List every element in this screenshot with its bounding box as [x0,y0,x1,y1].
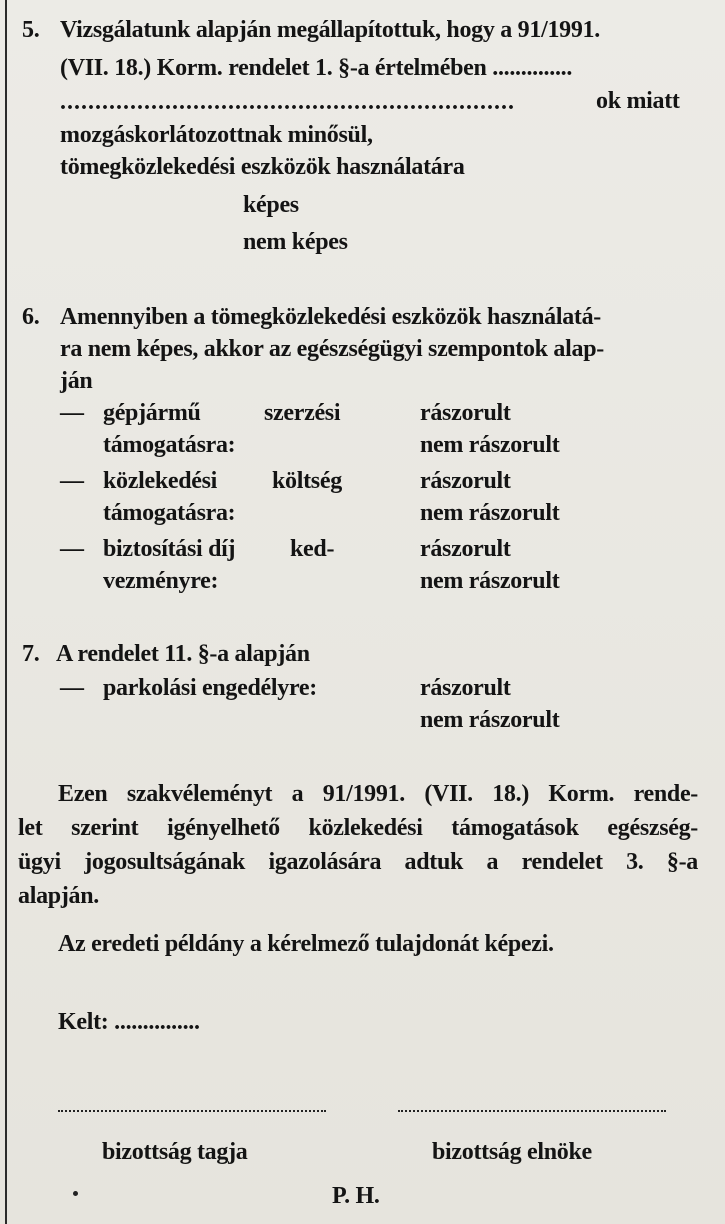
closing-line2: let szerint igényelhető közlekedési támogatások egészség- [18,815,698,841]
section5-line3-dots: ................................................................. [60,90,515,114]
section6-item1-opt2: nem rászorult [420,432,560,458]
section6-line2: ra nem képes, akkor az egészségügyi szempontok alap- [60,336,604,362]
section7-number: 7. [22,641,40,667]
kelt-date-line: Kelt: ............... [58,1009,200,1035]
section6-item3-label-b: ked- [290,536,335,562]
section6-item1-label-a: gépjármű [103,400,201,426]
section6-line1: Amennyiben a tömegközlekedési eszközök használatá- [60,304,601,330]
section6-item2-label-b: költség [272,468,342,494]
closing-line1: Ezen szakvéleményt a 91/1991. (VII. 18.) Korm. rende- [58,781,698,807]
section6-item2-label-line2: támogatásra: [103,500,236,526]
section5-number: 5. [22,17,40,43]
section6-item3-opt1: rászorult [420,536,511,562]
stamp-placeholder-ph: P. H. [332,1183,380,1209]
committee-member-label: bizottság tagja [102,1139,248,1165]
section7-opt1: rászorult [420,675,511,701]
section6-item1-label-line2: támogatásra: [103,432,236,458]
section6-item2-opt1: rászorult [420,468,511,494]
section5-line4: mozgáskorlátozottnak minősül, [60,122,373,148]
left-signature-line [58,1110,326,1112]
section6-item2-opt2: nem rászorult [420,500,560,526]
section6-item2-label-a: közlekedési [103,468,218,494]
section5-line5: tömegközlekedési eszközök használatára [60,154,465,180]
section6-item1-dash: — [60,400,84,426]
section6-item1-label-b: szerzési [264,400,341,426]
original-copy-note: Az eredeti példány a kérelmező tulajdonát képezi. [58,931,554,957]
section5-option-nem-kepes: nem képes [243,229,348,255]
section5-line1: Vizsgálatunk alapján megállapítottuk, hogy a 91/1991. [60,17,600,43]
closing-line3: ügyi jogosultságának igazolására adtuk a rendelet 3. §-a [18,849,698,875]
section5-line2: (VII. 18.) Korm. rendelet 1. §-a értelmében .............. [60,55,573,81]
section7-label: parkolási engedélyre: [103,675,317,701]
section7-line1: A rendelet 11. §-a alapján [56,641,310,667]
section6-item3-dash: — [60,536,84,562]
section6-item3-opt2: nem rászorult [420,568,560,594]
right-signature-line [398,1110,666,1112]
section6-item1-opt1: rászorult [420,400,511,426]
section5-option-kepes: képes [243,192,299,218]
section6-number: 6. [22,304,40,330]
stamp-dot [73,1191,78,1196]
section6-line3: ján [60,368,93,394]
closing-line4: alapján. [18,883,99,909]
committee-chair-label: bizottság elnöke [432,1139,592,1165]
section5-line3-end: ok miatt [596,88,680,114]
section7-dash: — [60,675,84,701]
section6-item3-label-a: biztosítási díj [103,536,236,562]
left-margin-rule [5,0,7,1224]
section6-item2-dash: — [60,468,84,494]
section7-opt2: nem rászorult [420,707,560,733]
section6-item3-label-line2: vezményre: [103,568,219,594]
